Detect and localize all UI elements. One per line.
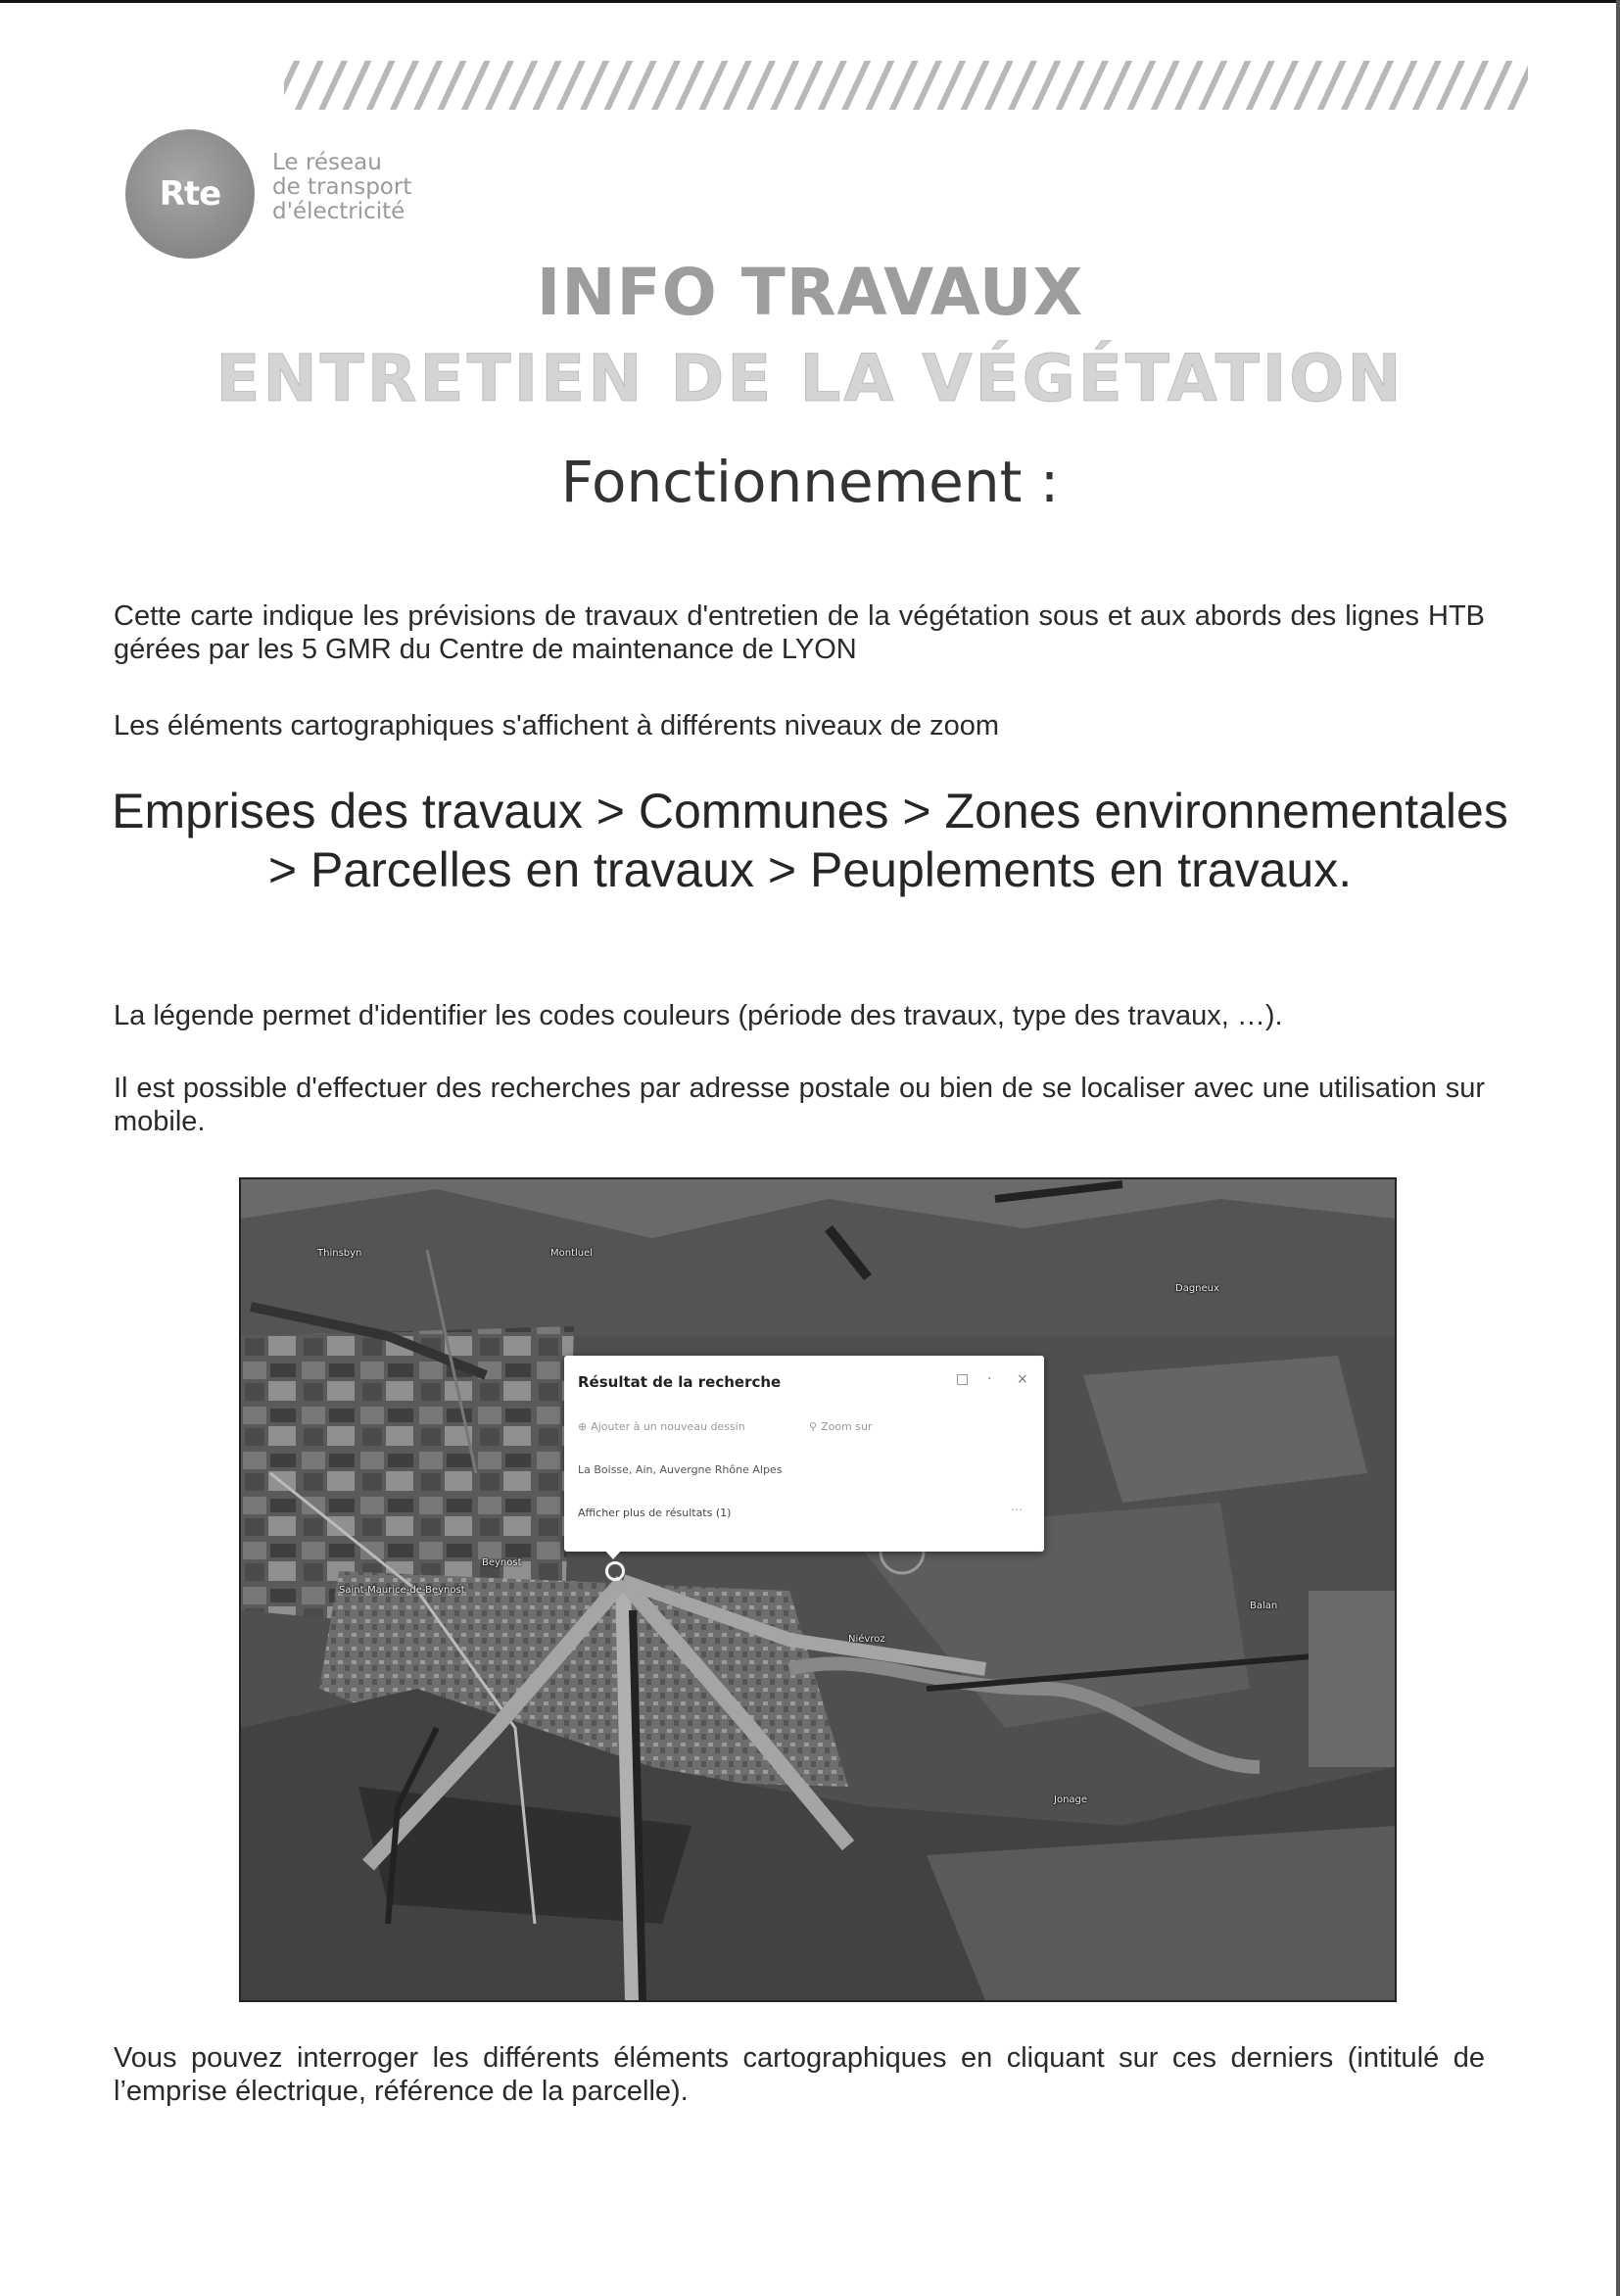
zoom-hierarchy-statement: Emprises des travaux > Communes > Zones environnementales > Parcelles en travaux > Peuplements en travaux. <box>112 784 1508 897</box>
map-screenshot <box>239 1177 1397 2002</box>
map-label-place: Beynost <box>482 1557 522 1568</box>
map-label-place: Dagneux <box>1175 1283 1219 1294</box>
dock-icon[interactable]: □ <box>956 1371 970 1387</box>
title-entretien-vegetation: ENTRETIEN DE LA VÉGÉTATION <box>215 341 1405 416</box>
map-label-place: Jonage <box>1054 1794 1088 1805</box>
more-results-link[interactable]: Afficher plus de résultats (1) <box>578 1507 732 1519</box>
paragraph-search: Il est possible d'effectuer des recherches par adresse postale ou bien de se localiser avec une utilisation sur mobile. <box>114 1073 1485 1137</box>
rte-logo <box>125 129 255 259</box>
result-address: La Boisse, Ain, Auvergne Rhône Alpes <box>578 1463 783 1476</box>
map-label-place: Saint-Maurice-de-Beynost <box>339 1585 465 1596</box>
title-info-travaux: INFO TRAVAUX <box>536 255 1084 330</box>
tagline-line-2: de transport <box>272 174 412 200</box>
section-title-fonctionnement: Fonctionnement : <box>560 449 1060 515</box>
map-label-place: Balan <box>1250 1601 1278 1611</box>
map-label-place: Montluel <box>550 1248 594 1259</box>
map-label-place: Niévroz <box>848 1634 885 1645</box>
add-to-drawing-label: Ajouter à un nouveau dessin <box>591 1420 745 1433</box>
search-result-popup <box>564 1356 1044 1552</box>
paragraph-zoom-levels: Les éléments cartographiques s'affichent à différents niveaux de zoom <box>114 710 1000 741</box>
zoom-to-button[interactable] <box>809 1420 873 1433</box>
minimize-icon[interactable]: · <box>987 1371 992 1387</box>
paragraph-legend: La légende permet d'identifier les codes couleurs (période des travaux, type des travaux, …). <box>114 1000 1283 1031</box>
tagline-line-3: d'électricité <box>272 199 405 224</box>
rte-logo-text: Rte <box>159 174 221 214</box>
more-options-icon[interactable]: ⋯ <box>1011 1503 1023 1516</box>
popup-title: Résultat de la recherche <box>578 1373 782 1391</box>
popup-pointer <box>604 1550 622 1559</box>
zoom-icon: ⚲ <box>809 1420 818 1433</box>
paragraph-intro: Cette carte indique les prévisions de travaux d'entretien de la végétation sous et aux abords des lignes HTB gérées par les 5 GMR du Centre de maintenance de LYON <box>114 600 1485 665</box>
page-border-top <box>0 0 1620 3</box>
search-location-pin <box>605 1561 625 1581</box>
logo-tagline <box>272 151 411 224</box>
zoom-to-label: Zoom sur <box>821 1420 873 1433</box>
paragraph-interrogate: Vous pouvez interroger les différents éléments cartographiques en cliquant sur ces derniers (intitulé de l’emprise électrique, référence de la parcelle). <box>114 2042 1485 2107</box>
add-circle-icon: ⊕ <box>578 1420 588 1433</box>
close-icon[interactable]: × <box>1017 1371 1028 1387</box>
add-to-drawing-button[interactable] <box>578 1420 745 1433</box>
map-label-place: Thinsbyn <box>317 1248 362 1259</box>
header-stripe-band <box>284 61 1528 110</box>
tagline-line-1: Le réseau <box>272 150 382 175</box>
